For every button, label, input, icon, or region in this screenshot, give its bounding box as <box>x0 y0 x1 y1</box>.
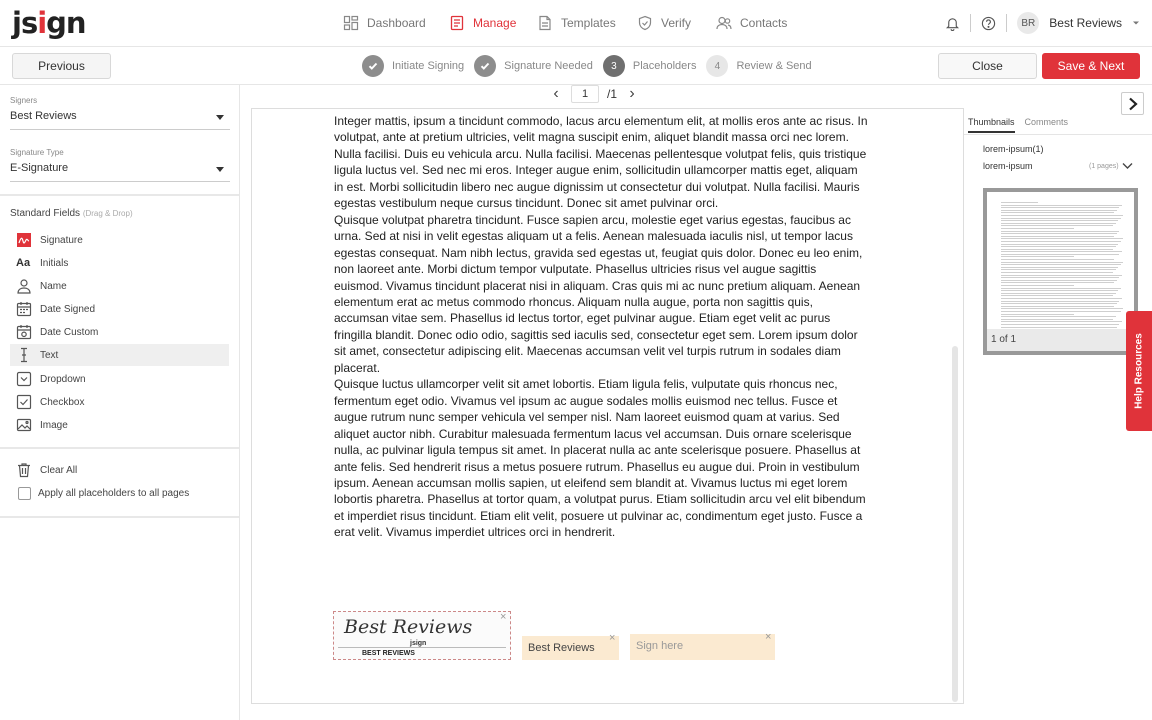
apply-all-label: Apply all placeholders to all pages <box>38 488 190 499</box>
name-placeholder[interactable] <box>522 632 619 660</box>
thumbnail-line <box>1001 285 1074 286</box>
caret-down-icon <box>216 115 224 120</box>
name-placeholder-value: Best Reviews <box>528 642 595 654</box>
right-panel-tabs <box>968 117 1068 133</box>
top-navigation <box>0 0 1152 47</box>
checkbox-icon <box>16 394 32 410</box>
field-label: Date Custom <box>40 326 99 338</box>
nav-contacts[interactable] <box>716 15 787 31</box>
tab-comments[interactable]: Comments <box>1024 117 1069 127</box>
step-number: 4 <box>706 55 728 77</box>
signers-label: Signers <box>10 96 38 105</box>
thumbnail-line <box>1001 215 1123 216</box>
step-label: Review & Send <box>736 60 812 72</box>
signature-caption: BEST REVIEWS <box>362 650 415 657</box>
nav-contacts-label: Contacts <box>740 16 788 30</box>
calendar-gear-icon <box>16 324 32 340</box>
field-label: Name <box>40 280 67 292</box>
previous-button[interactable]: Previous <box>12 53 111 79</box>
contacts-icon <box>716 15 732 31</box>
thumbnail-line <box>1001 321 1122 322</box>
nav-dashboard[interactable] <box>343 15 426 31</box>
thumbnail-line <box>1001 259 1114 260</box>
tab-thumbnails[interactable]: Thumbnails <box>968 117 1015 133</box>
jsign-logo[interactable]: jsign <box>12 6 86 40</box>
trash-icon <box>16 462 32 478</box>
chevron-right-icon[interactable]: › <box>629 85 635 102</box>
signature-script: Best Reviews <box>344 616 473 638</box>
templates-icon <box>537 15 553 31</box>
chevron-down-icon <box>1122 162 1133 170</box>
thumbnail-line <box>1001 251 1122 252</box>
standard-fields-title <box>10 208 133 219</box>
nav-templates-label: Templates <box>561 16 616 30</box>
thumbnail-line <box>1001 241 1121 242</box>
help-resources-label: Help Resources <box>1133 333 1145 409</box>
chevron-down-icon[interactable] <box>1132 19 1140 27</box>
chevron-left-icon[interactable]: ‹ <box>553 85 559 102</box>
field-image[interactable] <box>10 414 229 436</box>
field-label: Checkbox <box>40 396 85 408</box>
wizard-toolbar <box>0 47 1152 85</box>
field-date-custom[interactable] <box>10 321 229 343</box>
nav-templates[interactable] <box>537 15 616 31</box>
thumbnail-line <box>1001 218 1121 219</box>
thumbnail-line <box>1001 319 1113 320</box>
signature-line <box>338 647 506 648</box>
thumbnail-line <box>1001 228 1074 229</box>
step-label: Signature Needed <box>504 60 593 72</box>
thumbnail-line <box>1001 298 1122 299</box>
clear-all-label: Clear All <box>40 464 78 476</box>
thumbnail-line <box>1001 308 1123 309</box>
sign-here-label: Sign here <box>636 640 684 652</box>
clear-all-button[interactable] <box>10 459 229 481</box>
nav-manage[interactable] <box>449 15 516 31</box>
page-number-input[interactable]: 1 <box>571 85 599 103</box>
thumbnail-line <box>1001 249 1113 250</box>
avatar[interactable]: BR <box>1017 12 1039 34</box>
field-checkbox[interactable] <box>10 391 229 413</box>
thumbnail-line <box>1001 267 1118 268</box>
bell-icon[interactable] <box>945 16 960 31</box>
page-count-label: (1 pages) <box>1089 162 1119 170</box>
field-dropdown[interactable] <box>10 368 229 390</box>
document-scrollbar[interactable] <box>952 346 958 702</box>
thumbnail-line <box>1001 220 1118 221</box>
field-date-signed[interactable] <box>10 298 229 320</box>
thumbnail-line <box>1001 246 1116 247</box>
field-initials[interactable] <box>10 252 229 274</box>
close-icon[interactable]: × <box>500 611 507 623</box>
thumbnail-line <box>1001 207 1119 208</box>
step-label: Placeholders <box>632 60 697 72</box>
thumbnail-line <box>1001 202 1038 203</box>
thumbnail-line <box>1001 256 1074 257</box>
file-item[interactable]: lorem-ipsum(1) <box>983 144 1044 154</box>
thumbnail-line <box>1001 282 1114 283</box>
divider <box>0 516 239 518</box>
thumbnail-line <box>1001 269 1116 270</box>
text-cursor-icon <box>16 347 32 363</box>
thumbnail-line <box>1001 205 1122 206</box>
step-number: 3 <box>603 55 625 77</box>
thumbnail-line <box>1001 272 1113 273</box>
thumbnail-line <box>1001 231 1119 232</box>
thumbnail-line <box>1001 277 1119 278</box>
fields-sidebar <box>0 85 240 720</box>
nav-verify-label: Verify <box>661 16 692 30</box>
divider <box>0 194 239 196</box>
thumbnail-line <box>1001 244 1118 245</box>
file-item[interactable]: lorem-ipsum <box>983 161 1033 171</box>
thumbnail-line <box>1001 293 1116 294</box>
thumbnail-line <box>1001 311 1121 312</box>
step-review-send[interactable] <box>706 55 811 77</box>
thumbnail-line <box>1001 295 1113 296</box>
nav-manage-label: Manage <box>473 16 517 30</box>
manage-icon <box>449 15 465 31</box>
chevron-right-icon <box>1127 97 1139 111</box>
page-navigator <box>549 84 639 104</box>
signature-placeholder[interactable] <box>333 611 511 660</box>
check-icon <box>362 55 384 77</box>
thumbnail-line <box>1001 301 1119 302</box>
file-page-count[interactable] <box>1089 162 1133 170</box>
signers-select[interactable] <box>10 110 230 130</box>
field-label: Dropdown <box>40 373 86 385</box>
save-next-button[interactable]: Save & Next <box>1042 53 1140 79</box>
thumbnail-line <box>1001 288 1121 289</box>
divider <box>964 134 1152 135</box>
divider <box>1006 14 1007 32</box>
paragraph: Quisque volutpat pharetra tincidunt. Fusce sapien arcu, molestie eget varius egestas, faucibus ac urna. Sed at nisi in velit egestas aliquam ut a felis. Aenean malesuada iaculis nisl, ut tempor lacus egestas consequat. Nam nibh lectus, gravida sed egestas ut, feugiat quis dolor. Donec eu leo enim, non laoreet ante. Morbi dictum tempor vulputate. Phasellus ultricies risus vel augue sagittis euismod. Vivamus tincidunt placerat nisi in aliquam. Cras quis mi ac nunc pretium aliquam. Aenean elementum erat ac metus commodo rhoncus. Aliquam nulla augue, porta non sagittis quis, accumsan vitae sem. Phasellus id lectus tortor, eget pulvinar augue. Etiam eget velit ac purus fringilla blandit. Donec odio odio, sagittis sed iaculis sed, consectetur eget sem. Lorem ipsum dolor sit amet, consectetur adipiscing elit. Maecenas accumsan velit vel turpis rutrum in sodales diam placerat. <box>334 212 863 375</box>
field-label: Date Signed <box>40 303 96 315</box>
image-icon <box>16 417 32 433</box>
user-name[interactable]: Best Reviews <box>1049 16 1122 30</box>
field-label: Text <box>40 349 59 361</box>
step-placeholders[interactable] <box>603 55 697 77</box>
thumbnail-line <box>1001 264 1121 265</box>
verify-icon <box>637 15 653 31</box>
step-signature-needed[interactable] <box>474 55 593 77</box>
signature-brand: jsign <box>410 640 427 647</box>
nav-verify[interactable] <box>637 15 691 31</box>
nav-dashboard-label: Dashboard <box>367 16 426 30</box>
check-icon <box>474 55 496 77</box>
field-label: Signature <box>40 234 83 246</box>
calendar-icon <box>16 301 32 317</box>
page-total: /1 <box>607 87 618 101</box>
thumbnail-line <box>1001 254 1119 255</box>
sign-here-placeholder[interactable] <box>630 631 775 660</box>
dashboard-icon <box>343 15 359 31</box>
field-label: Initials <box>40 257 69 269</box>
signature-type-value: E-Signature <box>10 162 69 174</box>
caret-down-icon <box>216 167 224 172</box>
step-initiate-signing[interactable] <box>362 55 464 77</box>
field-name[interactable] <box>10 275 229 297</box>
close-icon[interactable]: × <box>609 632 616 644</box>
divider <box>970 14 971 32</box>
signature-icon <box>16 232 32 248</box>
thumbnail-line <box>1001 316 1116 317</box>
field-text[interactable] <box>10 344 229 366</box>
thumbnail-line <box>1001 225 1113 226</box>
thumbnail-line <box>1001 324 1119 325</box>
thumbnail-line <box>1001 223 1116 224</box>
apply-all-checkbox[interactable] <box>18 487 189 500</box>
thumbnail-line <box>1001 262 1123 263</box>
field-signature[interactable] <box>10 229 229 251</box>
dropdown-icon <box>16 371 32 387</box>
close-icon[interactable]: × <box>765 631 772 643</box>
checkbox-box[interactable] <box>18 487 31 500</box>
standard-fields-label: Standard Fields <box>10 208 81 219</box>
page-thumbnail[interactable] <box>983 188 1138 355</box>
person-icon <box>16 278 32 294</box>
field-label: Image <box>40 419 68 431</box>
step-label: Initiate Signing <box>392 60 465 72</box>
thumbnail-line <box>1001 212 1114 213</box>
help-resources-tab[interactable] <box>1126 311 1152 431</box>
wizard-steps <box>362 55 814 77</box>
signers-value: Best Reviews <box>10 110 77 122</box>
thumbnail-line <box>1001 233 1117 234</box>
signature-type-label: Signature Type <box>10 148 64 157</box>
paragraph: Integer mattis, ipsum a tincidunt commodo, lacus arcu elementum elit, at mollis eros ante ac risus. In volutpat, ante at pretium ultricies, velit magna suscipit enim, aliquet blandit massa orci nec lorem. Nulla facilisi. Duis eu vehicula arcu. Nulla facilisi. Maecenas pellentesque volutpat felis, quis tristique ligula luctus vel. Sed nec mi eros. Integer augue enim, sollicitudin ullamcorper mattis eget, aliquam in est. Morbi sollicitudin libero nec augue dignissim ut consectetur dui volutpat. Nulla facilisi. Mauris egestas vestibulum neque cursus tincidunt. Donec sit amet pulvinar orci. <box>334 114 868 211</box>
thumbnail-line <box>1001 303 1117 304</box>
signature-type-select[interactable] <box>10 162 230 182</box>
thumbnail-line <box>1001 236 1114 237</box>
help-icon[interactable] <box>981 16 996 31</box>
thumbnail-line <box>1001 280 1117 281</box>
panel-toggle-button[interactable] <box>1121 92 1144 115</box>
thumbnail-counter: 1 of 1 <box>987 329 1134 351</box>
thumbnail-line <box>1001 210 1117 211</box>
thumbnail-text-lines <box>1001 202 1123 342</box>
thumbnail-line <box>1001 327 1117 328</box>
user-area <box>945 10 1140 36</box>
document-text <box>334 113 868 541</box>
divider <box>0 447 239 449</box>
close-button[interactable]: Close <box>938 53 1037 79</box>
thumbnail-line <box>1001 275 1122 276</box>
thumbnail-line <box>1001 238 1123 239</box>
drag-drop-hint: (Drag & Drop) <box>82 209 133 218</box>
thumbnail-line <box>1001 290 1118 291</box>
thumbnail-line <box>1001 306 1114 307</box>
thumbnail-line <box>1001 314 1074 315</box>
initials-icon: Aa <box>16 257 31 269</box>
paragraph: Quisque luctus ullamcorper velit sit amet lobortis. Etiam ligula felis, vulputate quis rhoncus nec, fermentum eget odio. Vivamus vel ipsum ac augue sodales mollis euismod nec tellus. Fusce et augue rutrum nunc semper vehicula vel semper nisl. Nam laoreet euismod quam at varius. Sed aliquet auctor nibh. Curabitur malesuada fermentum lacus vel accumsan. Duis ornare scelerisque nulla, ac pulvinar ligula tempus sit amet. In placerat nulla ac ante scelerisque posuere. Phasellus at ante felis. Sed hendrerit risus a metus posuere rutrum. Phasellus eu augue dui. Proin in vestibulum ipsum. Aenean accumsan mollis sapien, ut eleifend sem blandit at. Vivamus luctus mi eget lorem lobortis pharetra. Phasellus at tortor quam, a volutpat purus. Etiam sollicitudin arcu vel elit bibendum et imperdiet risus tincidunt. Etiam elit velit, posuere ut pulvinar ac, condimentum eget justo. Fusce a erat velit. Vivamus imperdiet ultrices orci in hendrerit. <box>334 377 866 540</box>
